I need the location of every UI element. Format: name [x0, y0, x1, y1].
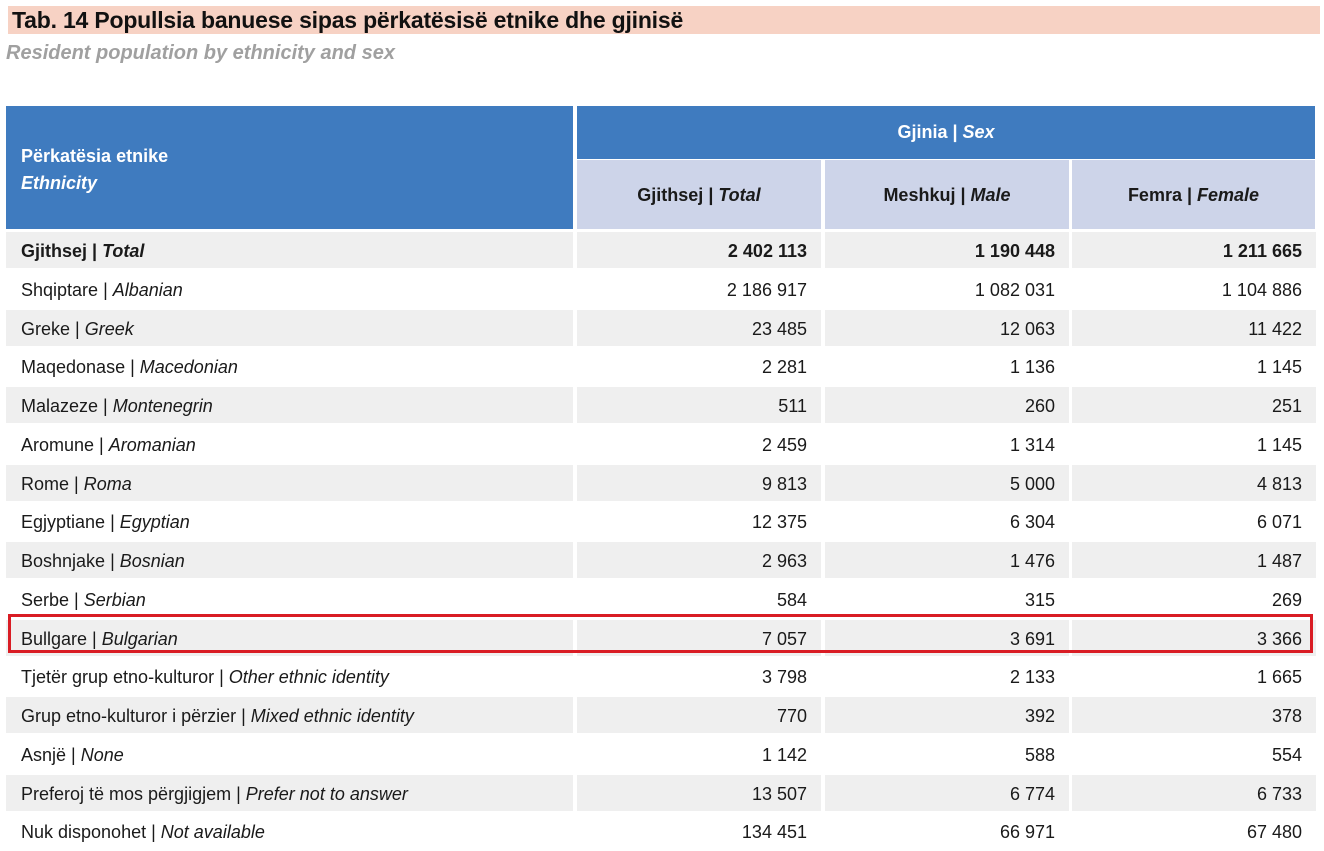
ethnicity-en: Roma: [83, 473, 132, 494]
ethnicity-cell: Shqiptare | Albanian: [21, 279, 183, 300]
header-sex: Gjinia | Sex: [577, 106, 1315, 159]
total-cell: 511: [577, 387, 821, 423]
total-cell: 7 057: [577, 620, 821, 656]
ethnicity-en: Serbian: [83, 589, 146, 610]
total-cell: 13 507: [577, 775, 821, 811]
table-row: [6, 697, 1316, 733]
ethnicity-cell: Bullgare | Bulgarian: [6, 620, 573, 656]
total-cell: 770: [577, 697, 821, 733]
female-cell: 3 366: [1072, 620, 1316, 656]
table-row: [6, 503, 1316, 539]
male-cell: 6 304: [1009, 512, 1055, 533]
ethnicity-en: Macedonian: [139, 357, 238, 378]
ethnicity-cell: Tjetër grup etno-kulturor | Other ethnic identity: [21, 667, 389, 688]
table-row: [6, 426, 1316, 462]
total-cell: 2 459: [761, 434, 807, 455]
ethnicity-sq: Preferoj të mos përgjigjem: [21, 783, 232, 804]
ethnicity-sq: Serbe: [21, 589, 70, 610]
ethnicity-sq: Maqedonase: [21, 357, 126, 378]
ethnicity-sq: Shqiptare: [21, 279, 99, 300]
ethnicity-cell: Asnjë | None: [21, 744, 124, 765]
header-total-en: Total: [718, 185, 761, 205]
table-row: [6, 736, 1316, 772]
table-row: [6, 658, 1316, 694]
table-row: [6, 348, 1316, 384]
female-cell: 269: [1271, 589, 1302, 610]
male-cell: 315: [1024, 589, 1055, 610]
total-cell: 2 963: [577, 542, 821, 578]
table-row: [6, 542, 1316, 578]
table-row: [6, 581, 1316, 617]
header-sex-en: Sex: [962, 122, 995, 142]
ethnicity-sq: Greke: [21, 318, 71, 339]
male-cell: 66 971: [999, 822, 1055, 843]
ethnicity-en: Prefer not to answer: [245, 783, 408, 804]
ethnicity-en: Not available: [160, 822, 265, 843]
table-subtitle: Resident population by ethnicity and sex: [6, 42, 395, 64]
total-cell: 584: [776, 589, 807, 610]
male-cell: 6 774: [825, 775, 1069, 811]
ethnicity-sq: Asnjë: [21, 744, 67, 765]
ethnicity-sq: Tjetër grup etno-kulturor: [21, 667, 215, 688]
male-cell: 588: [1024, 744, 1055, 765]
highlight-box: [8, 614, 1313, 653]
female-cell: 4 813: [1072, 465, 1316, 501]
male-cell: 1 136: [1009, 357, 1055, 378]
header-male: Meshkuj | Male: [825, 160, 1069, 229]
ethnicity-en: Bulgarian: [101, 628, 178, 649]
ethnicity-cell: Serbe | Serbian: [21, 589, 146, 610]
ethnicity-sq: Boshnjake: [21, 551, 106, 571]
header-male-sq: Meshkuj: [883, 185, 956, 205]
ethnicity-en: Mixed ethnic identity: [250, 706, 414, 726]
header-ethnicity-en: Ethnicity: [21, 173, 98, 193]
ethnicity-en: None: [80, 744, 124, 765]
ethnicity-en: Aromanian: [108, 434, 196, 455]
table-row: [6, 465, 1316, 501]
ethnicity-cell: Boshnjake | Bosnian: [6, 542, 573, 578]
ethnicity-sq: Grup etno-kulturor i përzier: [21, 706, 237, 726]
header-male-en: Male: [970, 185, 1011, 205]
header-female-sq: Femra: [1127, 185, 1182, 205]
header-female-en: Female: [1197, 185, 1260, 205]
ethnicity-cell: Aromune | Aromanian: [21, 434, 196, 455]
ethnicity-sq: Aromune: [21, 434, 95, 455]
female-cell: 1 211 665: [1072, 232, 1316, 268]
ethnicity-sq: Nuk disponohet: [21, 822, 147, 843]
ethnicity-sq: Bullgare: [21, 628, 88, 649]
ethnicity-sq: Rome: [21, 473, 70, 494]
ethnicity-cell: Gjithsej | Total: [6, 232, 573, 268]
male-cell: 1 314: [1009, 434, 1055, 455]
male-cell: 12 063: [825, 310, 1069, 346]
table-row: [6, 387, 1316, 423]
female-cell: 6 071: [1256, 512, 1302, 533]
female-cell: 1 665: [1256, 667, 1302, 688]
male-cell: 5 000: [825, 465, 1069, 501]
ethnicity-en: Total: [102, 241, 145, 261]
total-cell: 1 142: [761, 744, 807, 765]
table-title: Tab. 14 Popullsia banuese sipas përkatësisë etnike dhe gjinisë: [12, 7, 684, 33]
male-cell: 392: [825, 697, 1069, 733]
female-cell: 11 422: [1072, 310, 1316, 346]
ethnicity-cell: Rome | Roma: [6, 465, 573, 501]
ethnicity-sq: Egjyptiane: [21, 512, 106, 533]
female-cell: 554: [1271, 744, 1302, 765]
male-cell: 3 691: [825, 620, 1069, 656]
ethnicity-cell: Greke | Greek: [6, 310, 573, 346]
header-ethnicity-sq: Përkatësia etnike: [21, 146, 169, 166]
total-cell: 3 798: [761, 667, 807, 688]
ethnicity-cell: Egjyptiane | Egyptian: [21, 512, 190, 533]
ethnicity-en: Bosnian: [119, 551, 185, 571]
total-cell: 2 281: [761, 357, 807, 378]
table-row: [6, 232, 1316, 268]
ethnicity-en: Montenegrin: [112, 396, 213, 416]
total-cell: 9 813: [577, 465, 821, 501]
male-cell: 1 082 031: [974, 279, 1055, 300]
total-cell: 2 186 917: [726, 279, 807, 300]
header-ethnicity: [6, 106, 573, 229]
male-cell: 260: [825, 387, 1069, 423]
ethnicity-cell: Nuk disponohet | Not available: [21, 822, 265, 843]
table-row: [6, 813, 1316, 849]
female-cell: 1 487: [1072, 542, 1316, 578]
header-female: Femra | Female: [1072, 160, 1315, 229]
total-cell: 2 402 113: [577, 232, 821, 268]
ethnicity-sq: Malazeze: [21, 396, 99, 416]
ethnicity-en: Greek: [84, 318, 134, 339]
male-cell: 1 476: [825, 542, 1069, 578]
header-total: Gjithsej | Total: [577, 160, 821, 229]
male-cell: 2 133: [1009, 667, 1055, 688]
table-row: [6, 271, 1316, 307]
ethnicity-en: Egyptian: [119, 512, 190, 533]
ethnicity-en: Albanian: [112, 279, 183, 300]
header-sex-sq: Gjinia: [897, 122, 948, 142]
ethnicity-sq: Gjithsej: [21, 241, 88, 261]
female-cell: 251: [1072, 387, 1316, 423]
female-cell: 378: [1072, 697, 1316, 733]
female-cell: 1 145: [1256, 357, 1302, 378]
ethnicity-cell: Grup etno-kulturor i përzier | Mixed ethnic identity: [6, 697, 573, 733]
table-row: [6, 775, 1316, 811]
ethnicity-cell: Preferoj të mos përgjigjem | Prefer not to answer: [6, 775, 573, 811]
ethnicity-cell: Maqedonase | Macedonian: [21, 357, 238, 378]
ethnicity-en: Other ethnic identity: [228, 667, 389, 688]
male-cell: 1 190 448: [825, 232, 1069, 268]
female-cell: 67 480: [1246, 822, 1302, 843]
total-cell: 23 485: [577, 310, 821, 346]
total-cell: 134 451: [741, 822, 807, 843]
female-cell: 1 145: [1256, 434, 1302, 455]
female-cell: 6 733: [1072, 775, 1316, 811]
table-row: [6, 310, 1316, 346]
female-cell: 1 104 886: [1221, 279, 1302, 300]
total-cell: 12 375: [751, 512, 807, 533]
header-total-sq: Gjithsej: [637, 185, 704, 205]
ethnicity-cell: Malazeze | Montenegrin: [6, 387, 573, 423]
